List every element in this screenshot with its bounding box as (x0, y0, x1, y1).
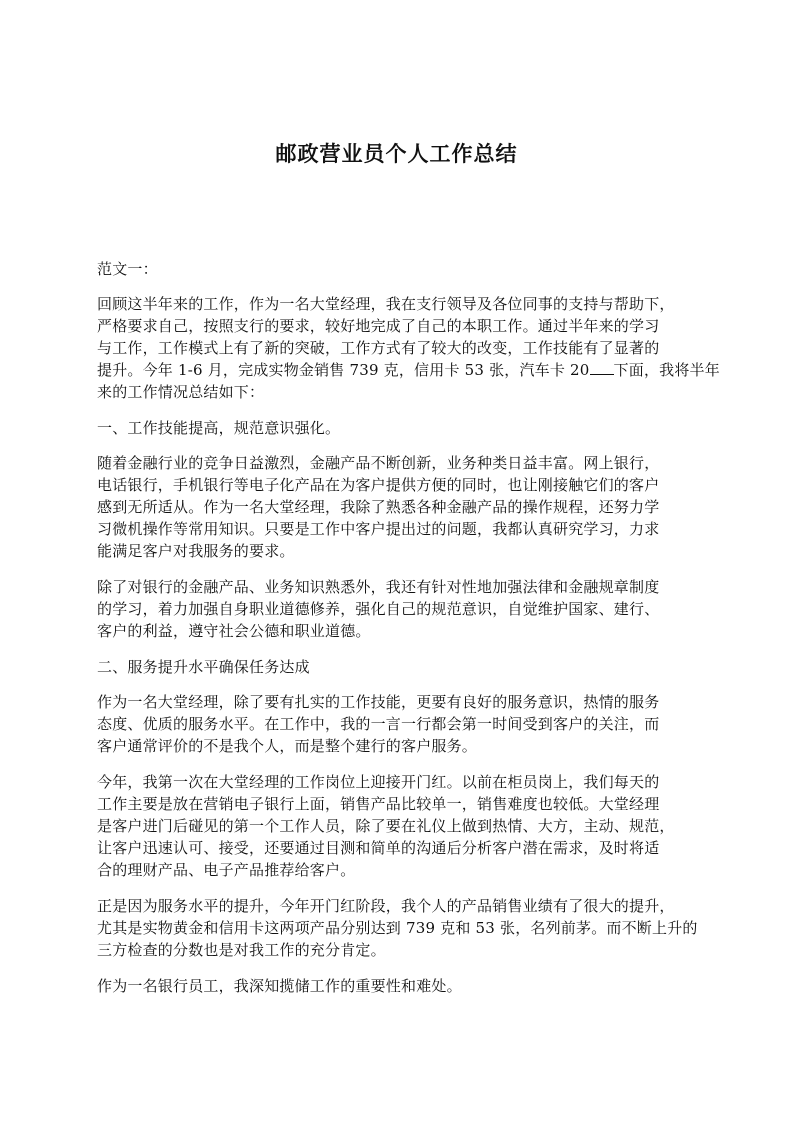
fill-in-blank (590, 360, 614, 375)
paragraph-line: 来的工作情况总结如下： (97, 383, 265, 401)
section-heading (97, 417, 709, 439)
paragraph-line: 客户通常评价的不是我个人，而是整个建行的客户服务。 (97, 737, 478, 755)
paragraph (97, 691, 709, 757)
paragraph-line: 尤其是实物黄金和信用卡这两项产品分别达到 739 克和 53 张，名列前茅。而不断上升的 (97, 919, 698, 937)
paragraph-line: 回顾这半年来的工作，作为一名大堂经理，我在支行领导及各位同事的支持与帮助下， (97, 295, 675, 313)
paragraph-line: 的学习，着力加强自身职业道德修养，强化自己的规范意识，自觉维护国家、建行、 (97, 600, 660, 618)
section-heading (97, 656, 709, 678)
paragraph-line: 客户的利益，遵守社会公德和职业道德。 (97, 622, 371, 640)
paragraph-line-with-blank (97, 359, 720, 381)
paragraph (97, 975, 709, 997)
paragraph-line: 今年，我第一次在大堂经理的工作岗位上迎接开门红。以前在柜员岗上，我们每天的 (97, 773, 660, 791)
paragraph-line: 感到无所适从。作为一名大堂经理，我除了熟悉各种金融产品的操作规程，还努力学 (97, 498, 660, 516)
paragraph-line: 正是因为服务水平的提升，今年开门红阶段，我个人的产品销售业绩有了很大的提升， (97, 897, 675, 915)
paragraph (97, 452, 709, 562)
paragraph-line: 是客户进门后碰见的第一个工作人员，除了要在礼仪上做到热情、大方，主动、规范， (97, 817, 675, 835)
paragraph-line: 让客户迅速认可、接受，还要通过目测和简单的沟通后分析客户潜在需求，及时将适 (97, 839, 660, 857)
paragraph (97, 576, 709, 642)
section-heading-text: 一、工作技能提高，规范意识强化。 (97, 419, 341, 437)
paragraph-line: 合的理财产品、电子产品推荐给客户。 (97, 861, 356, 879)
document-body (97, 258, 720, 1011)
paragraph-line: 电话银行，手机银行等电子化产品在为客户提供方便的同时，也让刚接触它们的客户 (97, 476, 660, 494)
paragraph (97, 293, 720, 403)
paragraph-line: 严格要求自己，按照支行的要求，较好地完成了自己的本职工作。通过半年来的学习 (97, 317, 660, 335)
sample-label-paragraph (97, 258, 709, 280)
paragraph-line: 除了对银行的金融产品、业务知识熟悉外，我还有针对性地加强法律和金融规章制度 (97, 578, 660, 596)
paragraph (97, 895, 709, 961)
paragraph-line: 与工作，工作模式上有了新的突破，工作方式有了较大的改变，工作技能有了显著的 (97, 339, 660, 357)
paragraph-line-head: 提升。今年 1-6 月，完成实物金销售 739 克，信用卡 53 张，汽车卡 20 (97, 361, 590, 379)
sample-label: 范文一： (97, 260, 158, 278)
document-title: 邮政营业员个人工作总结 (275, 142, 518, 166)
paragraph-line: 作为一名银行员工，我深知揽储工作的重要性和难处。 (97, 977, 462, 995)
paragraph-line: 三方检查的分数也是对我工作的充分肯定。 (97, 941, 386, 959)
section-heading-text: 二、服务提升水平确保任务达成 (97, 658, 310, 676)
paragraph (97, 771, 709, 881)
paragraph-line: 随着金融行业的竞争日益激烈，金融产品不断创新，业务种类日益丰富。网上银行， (97, 454, 660, 472)
paragraph-line: 习微机操作等常用知识。只要是工作中客户提出过的问题，我都认真研究学习，力求 (97, 520, 660, 538)
paragraph-line: 工作主要是放在营销电子银行上面，销售产品比较单一，销售难度也较低。大堂经理 (97, 795, 660, 813)
paragraph-line: 态度、优质的服务水平。在工作中，我的一言一行都会第一时间受到客户的关注，而 (97, 715, 660, 733)
paragraph-line: 作为一名大堂经理，除了要有扎实的工作技能，更要有良好的服务意识，热情的服务 (97, 693, 660, 711)
paragraph-line: 能满足客户对我服务的要求。 (97, 542, 295, 560)
paragraph-line-tail: 下面，我将半年 (613, 361, 720, 379)
